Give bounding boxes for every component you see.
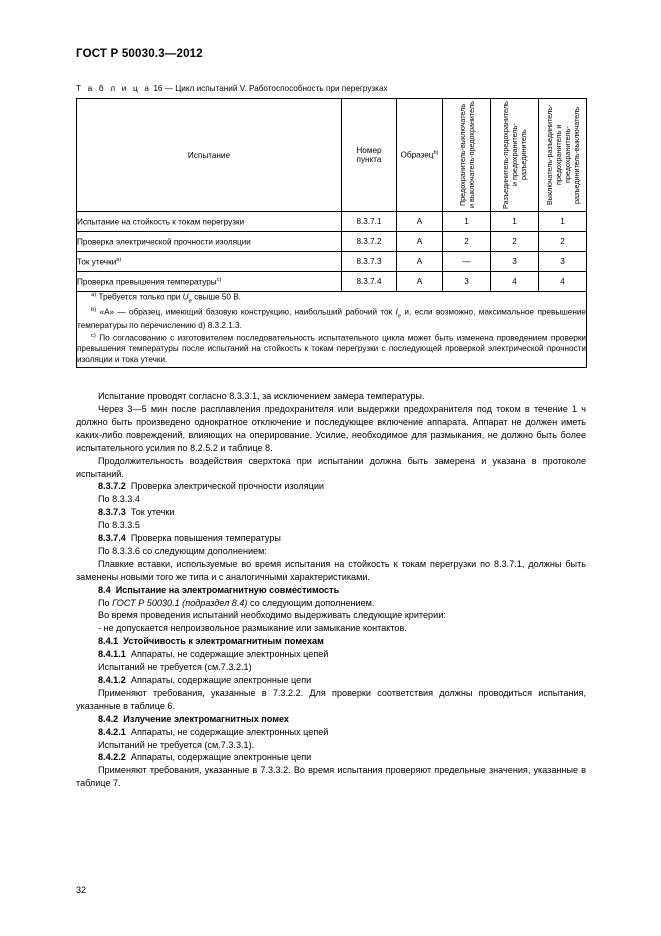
cell-sample: А — [397, 232, 443, 252]
table-notes — [77, 292, 587, 368]
paragraph-8-4-reference-standard: ГОСТ Р 50030.1 (подраздел 8.4) — [112, 597, 248, 608]
cell-point: 8.3.7.2 — [342, 232, 397, 252]
paragraph-8-4-reference-post: со следующим дополнением. — [247, 597, 375, 608]
table-note-b-text2: и, если возможно, максимальное превышение температуры по перечислению d) 8.3.2.1.3. — [77, 307, 586, 331]
paragraph-8-4-1-2: Применяют требования, указанные в 7.3.2.2. Для проверки соответствия должны проводиться испытания, указанные в таблице 6. — [76, 687, 586, 711]
paragraph-8-3-7-4-b: Плавкие вставки, используемые во время испытания на стойкость к токам перегрузки по 8.3.7.1, должны быть заменены новыми того же типа и с аналогичными характеристиками. — [76, 558, 586, 582]
heading-8-3-7-4-text: Проверка повышения температуры — [130, 533, 281, 544]
cycle-test-table — [76, 98, 587, 368]
paragraph-8-4-criteria-intro: Во время проведения испытаний необходимо выдерживать следующие критерии: — [98, 610, 446, 621]
paragraph-8-4-1-1: Испытаний не требуется (см.7.3.2.1) — [98, 662, 252, 673]
paragraph-8-3-7-2: По 8.3.3.4 — [98, 494, 140, 505]
cell-point: 8.3.7.1 — [342, 212, 397, 232]
column-header-fuse-switch — [443, 99, 491, 212]
heading-8-4-2-text: Излучение электромагнитных помех — [123, 713, 289, 724]
heading-8-3-7-2 — [76, 480, 586, 493]
column-header-point-line1: Номер — [356, 145, 382, 155]
cell-test-name-text: Испытание на стойкость к токам перегрузки — [77, 217, 245, 227]
column-header-sample — [397, 99, 443, 212]
column-header-point — [342, 99, 397, 212]
page-content — [76, 84, 586, 790]
cell-value-col2: 3 — [491, 252, 539, 272]
paragraph-8-4-2-2: Применяют требования, указанные в 7.3.3.2. Во время испытания проверяют предельные значения, указанные в таблице 7. — [76, 765, 586, 789]
column-header-switch-disconnector-fuse-label: Выключатель-разъединитель-предохранитель и предохранитель-разъединитель-выключатель — [544, 104, 581, 206]
cell-test-name-text: Проверка превышения температуры — [77, 277, 217, 287]
table-note-c-mark: c) — [91, 332, 96, 339]
cell-value-col1: 2 — [443, 232, 491, 252]
page-number: 32 — [76, 885, 87, 895]
heading-8-4-2 — [76, 713, 586, 726]
page-header: ГОСТ Р 50030.3—2012 — [76, 48, 203, 60]
heading-8-4-2-1-text: Аппараты, не содержащие электронных цепей — [130, 726, 329, 737]
cell-test-name-text: Проверка электрической прочности изоляции — [77, 237, 251, 247]
cell-value-col1: 3 — [443, 272, 491, 292]
cell-test-name — [77, 252, 342, 272]
cell-value-col1: — — [443, 252, 491, 272]
paragraph-test-procedure: Испытание проводят согласно 8.3.3.1, за исключением замера температуры. — [98, 391, 425, 402]
heading-8-4-2-2-text: Аппараты, содержащие электронные цепи — [130, 752, 312, 763]
cell-test-name-footnote: c) — [216, 276, 222, 283]
paragraph-8-3-7-4-a: По 8.3.3.6 со следующим дополнением: — [98, 545, 267, 556]
column-header-switch-disconnector-fuse — [539, 99, 587, 212]
table-note-a-mark: a) — [91, 292, 97, 298]
heading-8-4-2-number: 8.4.2 — [98, 713, 119, 724]
table-note-a-var: U — [182, 292, 189, 302]
column-header-sample-text: Образец — [400, 150, 434, 160]
table-note-a — [77, 292, 586, 306]
table-caption-label: Т а б л и ц а — [76, 84, 152, 93]
heading-8-4-2-1-number: 8.4.2.1 — [98, 726, 126, 737]
heading-8-4-1-1-number: 8.4.1.1 — [98, 649, 126, 660]
table-caption — [76, 84, 586, 93]
cell-value-col1: 1 — [443, 212, 491, 232]
cell-point: 8.3.7.4 — [342, 272, 397, 292]
heading-8-3-7-3 — [76, 506, 586, 519]
heading-8-3-7-3-number: 8.3.7.3 — [98, 507, 126, 518]
column-header-disconnector-fuse — [491, 99, 539, 212]
table-note-b-text1: «А» — образец, имеющий базовую конструкцию, наибольший рабочий ток — [99, 307, 396, 317]
cell-value-col2: 2 — [491, 232, 539, 252]
table-note-b — [77, 307, 586, 332]
paragraph-overcurrent-duration: Продолжительность воздействия сверхтока при испытании должна быть замерена и указана в протоколе испытаний. — [76, 455, 586, 479]
paragraph-8-3-7-3: По 8.3.3.5 — [98, 520, 140, 531]
heading-8-3-7-2-number: 8.3.7.2 — [98, 481, 126, 492]
heading-8-4-1-1 — [76, 648, 586, 661]
heading-8-3-7-4 — [76, 532, 586, 545]
table-row — [77, 232, 587, 252]
heading-8-3-7-3-text: Ток утечки — [130, 507, 175, 518]
cell-test-name-footnote: a) — [116, 256, 122, 263]
table-row — [77, 272, 587, 292]
cell-test-name — [77, 232, 342, 252]
table-notes-row — [77, 292, 587, 368]
heading-8-4-1-2-number: 8.4.1.2 — [98, 675, 126, 686]
heading-8-3-7-4-number: 8.3.7.4 — [98, 533, 126, 544]
heading-8-4-text: Испытание на электромагнитную совместимость — [115, 584, 340, 595]
paragraph-fuse-melting: Через 3—5 мин после расплавления предохранителя или выдержки предохранителя под током в течение 1 ч должно быть произведено однократное отключение и последующее включение аппарата. Аппарат не должен иметь каких-либо повреждений, влияющих на оперирование. Усилие, необходимое для размыкания, не должно быть более испытательного усилия по 8.2.5.2 и таблице 8. — [76, 403, 586, 453]
heading-8-4-1-number: 8.4.1 — [98, 636, 119, 647]
heading-8-4-1-2-text: Аппараты, содержащие электронные цепи — [130, 675, 312, 686]
cell-test-name-text: Ток утечки — [77, 257, 117, 267]
column-header-fuse-switch-label: Предохранитель-выключатель и выключатель-предохранитель — [457, 101, 476, 209]
heading-8-3-7-2-text: Проверка электрической прочности изоляции — [130, 481, 324, 492]
table-row — [77, 212, 587, 232]
column-header-sample-footnote: b) — [433, 149, 439, 156]
cell-sample: А — [397, 212, 443, 232]
column-header-disconnector-fuse-label: Разъединитель-предохранитель и предохранитель-разъединитель — [501, 101, 528, 209]
body-text — [76, 390, 586, 790]
table-note-b-mark: b) — [91, 307, 97, 314]
heading-8-4-2-2-number: 8.4.2.2 — [98, 752, 126, 763]
heading-8-4-number: 8.4 — [98, 584, 111, 595]
table-note-a-var-sub: e — [188, 298, 192, 305]
cell-value-col3: 4 — [539, 272, 587, 292]
heading-8-4 — [76, 584, 586, 597]
table-note-c — [77, 333, 586, 366]
column-header-test: Испытание — [77, 99, 342, 212]
heading-8-4-2-2 — [76, 751, 586, 764]
cell-value-col3: 1 — [539, 212, 587, 232]
table-note-b-var-sub: e — [397, 313, 402, 320]
cell-test-name — [77, 272, 342, 292]
heading-8-4-1-2 — [76, 674, 586, 687]
cell-sample: А — [397, 252, 443, 272]
paragraph-8-4-reference-pre: По — [98, 597, 113, 608]
column-header-point-line2: пункта — [356, 155, 382, 164]
cell-point: 8.3.7.3 — [342, 252, 397, 272]
table-note-a-text1: Требуется только при — [98, 292, 183, 302]
paragraph-8-4-criteria-item: - не допускается непроизвольное размыкание или замыкание контактов. — [98, 623, 407, 634]
heading-8-4-1 — [76, 635, 586, 648]
heading-8-4-2-1 — [76, 726, 586, 739]
cell-value-col3: 2 — [539, 232, 587, 252]
table-note-c-text: По согласованию с изготовителем последовательность испытательного цикла может быть изменена проведением проверки превышения температуры после испытаний на стойкость к токам перегрузки с последующей проверкой электрической прочности изоляции и тока утечки. — [77, 333, 586, 365]
table-header-row — [77, 99, 587, 212]
cell-value-col2: 1 — [491, 212, 539, 232]
table-row — [77, 252, 587, 272]
paragraph-8-4-2-1: Испытаний не требуется (см.7.3.3.1). — [98, 739, 255, 750]
table-note-a-text2: свыше 50 В. — [191, 292, 241, 302]
heading-8-4-1-text: Устойчивость к электромагнитным помехам — [123, 636, 324, 647]
table-caption-text: 16 — Цикл испытаний V. Работоспособность при перегрузках — [153, 84, 388, 93]
heading-8-4-1-1-text: Аппараты, не содержащие электронных цепей — [130, 649, 329, 660]
cell-sample: А — [397, 272, 443, 292]
cell-value-col2: 4 — [491, 272, 539, 292]
table-note-b-var: I — [395, 307, 398, 317]
paragraph-8-4-reference — [76, 597, 586, 610]
cell-test-name — [77, 212, 342, 232]
cell-value-col3: 3 — [539, 252, 587, 272]
